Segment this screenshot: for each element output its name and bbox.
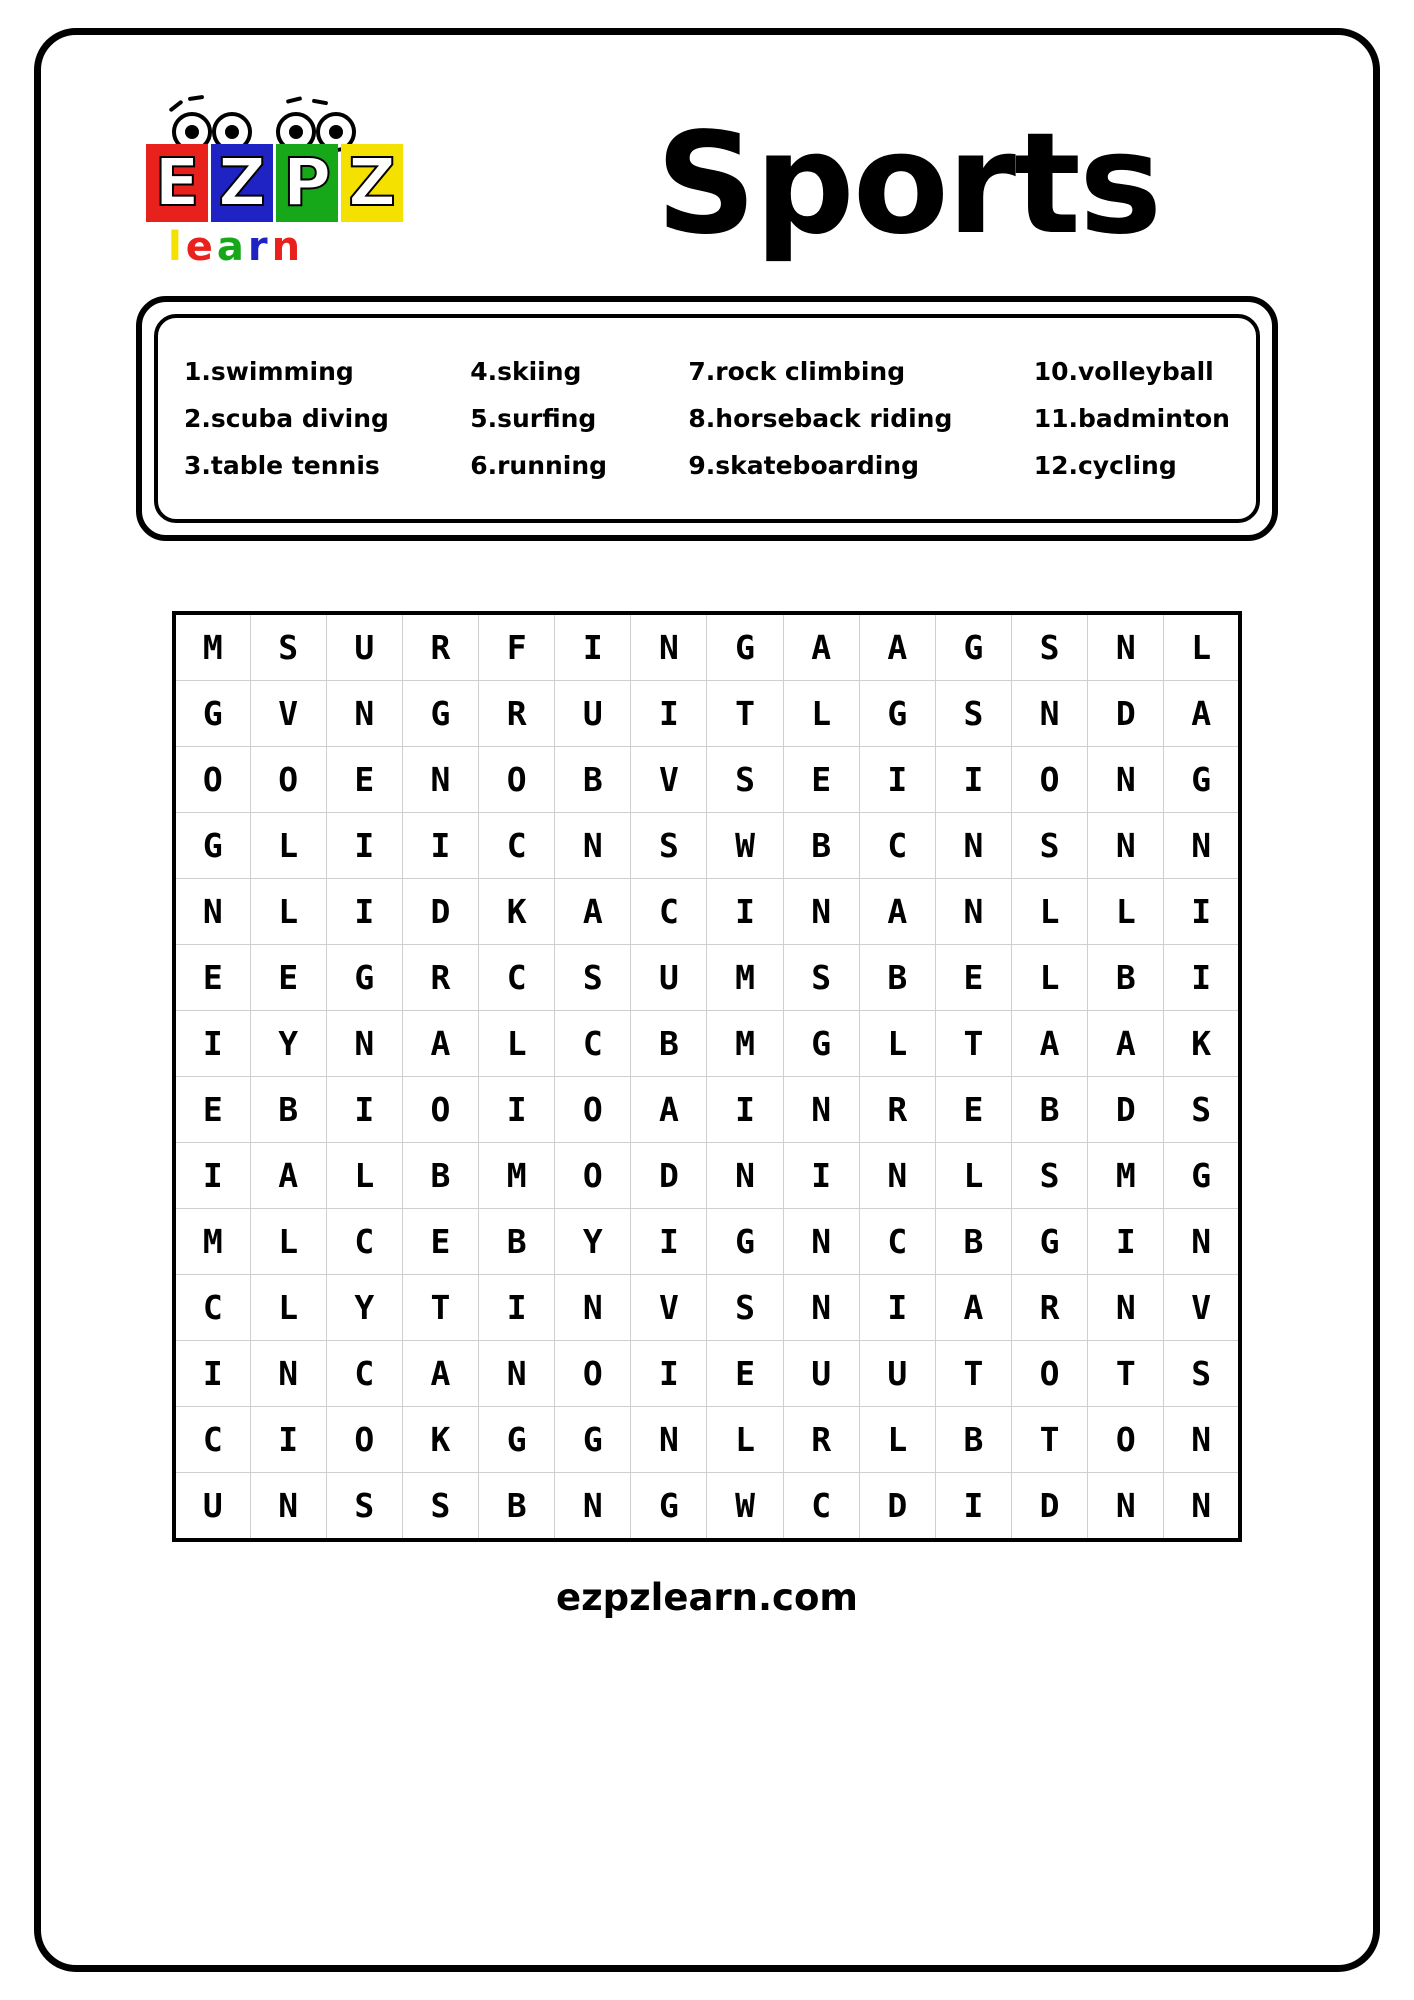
word-list-item: 10.volleyball [1033, 357, 1214, 386]
grid-cell[interactable]: S [631, 813, 707, 879]
grid-cell[interactable]: L [250, 813, 326, 879]
grid-cell[interactable]: R [402, 945, 478, 1011]
grid-cell[interactable]: L [1088, 879, 1164, 945]
grid-row [174, 945, 1240, 1011]
grid-cell[interactable]: O [1088, 1407, 1164, 1473]
grid-cell[interactable]: N [1088, 1473, 1164, 1541]
grid-cell[interactable]: D [1012, 1473, 1088, 1541]
grid-cell[interactable]: S [402, 1473, 478, 1541]
eyelash-icon [168, 99, 183, 112]
grid-cell[interactable]: L [783, 681, 859, 747]
grid-cell[interactable]: C [631, 879, 707, 945]
logo-subtext-letter: n [271, 224, 305, 270]
grid-cell[interactable]: I [479, 1275, 555, 1341]
grid-cell[interactable]: Y [250, 1011, 326, 1077]
grid-cell[interactable]: O [1012, 1341, 1088, 1407]
grid-cell[interactable]: L [479, 1011, 555, 1077]
grid-cell[interactable]: O [479, 747, 555, 813]
grid-cell[interactable]: G [174, 813, 250, 879]
grid-cell[interactable]: N [326, 1011, 402, 1077]
logo-subtext-letter: r [247, 224, 272, 270]
logo-subtext [168, 224, 304, 270]
grid-cell[interactable]: B [859, 945, 935, 1011]
grid-cell[interactable]: N [935, 879, 1011, 945]
logo-letter: E [154, 144, 200, 221]
grid-cell[interactable]: G [555, 1407, 631, 1473]
grid-cell[interactable]: N [783, 1275, 859, 1341]
grid-cell[interactable]: Y [555, 1209, 631, 1275]
grid-cell[interactable]: D [1088, 681, 1164, 747]
word-list-item: 7.rock climbing [688, 357, 906, 386]
grid-cell[interactable]: W [707, 1473, 783, 1541]
grid-cell[interactable]: O [555, 1143, 631, 1209]
grid-cell[interactable]: V [631, 747, 707, 813]
grid-cell[interactable]: E [174, 945, 250, 1011]
grid-cell[interactable]: N [1088, 813, 1164, 879]
grid-cell[interactable]: O [174, 747, 250, 813]
grid-cell[interactable]: N [1164, 813, 1240, 879]
logo-subtext-letter: e [185, 224, 217, 270]
word-search-grid [172, 611, 1242, 1542]
grid-cell[interactable]: B [479, 1473, 555, 1541]
grid-cell[interactable]: D [1088, 1077, 1164, 1143]
grid-cell[interactable]: C [326, 1209, 402, 1275]
grid-cell[interactable]: A [935, 1275, 1011, 1341]
grid-cell[interactable]: G [1164, 747, 1240, 813]
grid-cell[interactable]: C [859, 1209, 935, 1275]
grid-cell[interactable]: F [479, 613, 555, 681]
grid-cell[interactable]: A [1088, 1011, 1164, 1077]
grid-cell[interactable]: I [707, 1077, 783, 1143]
grid-row [174, 681, 1240, 747]
word-list-item: 12.cycling [1033, 451, 1177, 480]
grid-cell[interactable]: I [402, 813, 478, 879]
grid-cell[interactable]: K [1164, 1011, 1240, 1077]
grid-cell[interactable]: N [174, 879, 250, 945]
word-list-inner [154, 314, 1260, 523]
grid-cell[interactable]: N [1088, 747, 1164, 813]
logo-letter-block [211, 144, 273, 222]
word-list-item: 9.skateboarding [688, 451, 919, 480]
grid-cell[interactable]: N [1012, 681, 1088, 747]
grid-cell[interactable]: O [326, 1407, 402, 1473]
grid-cell[interactable]: G [707, 613, 783, 681]
grid-cell[interactable]: T [935, 1011, 1011, 1077]
grid-cell[interactable]: G [1012, 1209, 1088, 1275]
grid-cell[interactable]: S [783, 945, 859, 1011]
word-list-item: 11.badminton [1033, 404, 1230, 433]
logo-letter: Z [218, 144, 266, 221]
grid-cell[interactable]: S [1164, 1341, 1240, 1407]
grid-cell[interactable]: O [555, 1077, 631, 1143]
grid-row [174, 1473, 1240, 1541]
grid-cell[interactable]: B [555, 747, 631, 813]
grid-cell[interactable]: C [479, 813, 555, 879]
grid-cell[interactable]: N [631, 613, 707, 681]
grid-cell[interactable]: N [250, 1473, 326, 1541]
grid-cell[interactable]: L [859, 1011, 935, 1077]
grid-cell[interactable]: G [707, 1209, 783, 1275]
logo-subtext-letter: l [168, 224, 186, 270]
grid-cell[interactable]: L [1164, 613, 1240, 681]
grid-cell[interactable]: N [1088, 613, 1164, 681]
grid-cell[interactable]: V [1164, 1275, 1240, 1341]
grid-cell[interactable]: I [631, 1341, 707, 1407]
grid-cell[interactable]: U [326, 613, 402, 681]
grid-cell[interactable]: C [555, 1011, 631, 1077]
grid-cell[interactable]: G [1164, 1143, 1240, 1209]
grid-cell[interactable]: C [783, 1473, 859, 1541]
grid-cell[interactable]: I [174, 1011, 250, 1077]
grid-cell[interactable]: N [250, 1341, 326, 1407]
grid-cell[interactable]: V [631, 1275, 707, 1341]
grid-cell[interactable]: I [326, 813, 402, 879]
eyelash-icon [312, 99, 328, 106]
grid-cell[interactable]: T [402, 1275, 478, 1341]
grid-cell[interactable]: N [783, 1077, 859, 1143]
word-list-column [1034, 348, 1230, 489]
grid-cell[interactable]: E [935, 945, 1011, 1011]
word-list-column [184, 348, 389, 489]
logo-subtext-letter: a [216, 224, 248, 270]
grid-cell[interactable]: I [631, 681, 707, 747]
grid-cell[interactable]: N [1164, 1473, 1240, 1541]
grid-cell[interactable]: N [783, 879, 859, 945]
grid-cell[interactable]: N [1164, 1407, 1240, 1473]
grid-cell[interactable]: N [859, 1143, 935, 1209]
grid-cell[interactable]: O [250, 747, 326, 813]
grid-row [174, 747, 1240, 813]
grid-cell[interactable]: M [1088, 1143, 1164, 1209]
grid-cell[interactable]: N [783, 1209, 859, 1275]
grid-cell[interactable]: S [555, 945, 631, 1011]
logo-letter-block [146, 144, 208, 222]
grid-row [174, 1143, 1240, 1209]
grid-cell[interactable]: B [479, 1209, 555, 1275]
word-list-item: 2.scuba diving [184, 404, 389, 433]
grid-cell[interactable]: N [402, 747, 478, 813]
grid-cell[interactable]: L [326, 1143, 402, 1209]
eyelash-icon [286, 96, 302, 104]
grid-cell[interactable]: R [479, 681, 555, 747]
word-list-item: 4.skiing [470, 357, 582, 386]
word-list-columns [184, 348, 1230, 489]
grid-cell[interactable]: U [174, 1473, 250, 1541]
grid-row [174, 1011, 1240, 1077]
grid-row [174, 813, 1240, 879]
grid-cell[interactable]: U [859, 1341, 935, 1407]
grid-cell[interactable]: I [326, 1077, 402, 1143]
word-list-item: 8.horseback riding [688, 404, 953, 433]
grid-cell[interactable]: N [326, 681, 402, 747]
grid-cell[interactable]: S [935, 681, 1011, 747]
grid-cell[interactable]: M [174, 613, 250, 681]
grid-cell[interactable]: C [479, 945, 555, 1011]
grid-cell[interactable]: I [174, 1143, 250, 1209]
grid-cell[interactable]: I [783, 1143, 859, 1209]
grid-cell[interactable]: O [555, 1341, 631, 1407]
grid-cell[interactable]: S [1164, 1077, 1240, 1143]
grid-cell[interactable]: N [1088, 1275, 1164, 1341]
grid-cell[interactable]: S [250, 613, 326, 681]
word-list-column [688, 348, 952, 489]
grid-cell[interactable]: R [783, 1407, 859, 1473]
grid-cell[interactable]: R [402, 613, 478, 681]
page-header [88, 64, 1326, 284]
word-list-item: 5.surfing [470, 404, 597, 433]
grid-cell[interactable]: M [174, 1209, 250, 1275]
grid-cell[interactable]: L [250, 879, 326, 945]
grid-cell[interactable]: T [1088, 1341, 1164, 1407]
word-list-panel [136, 296, 1278, 541]
grid-cell[interactable]: G [783, 1011, 859, 1077]
grid-cell[interactable]: E [935, 1077, 1011, 1143]
grid-cell[interactable]: A [783, 613, 859, 681]
grid-cell[interactable]: L [250, 1209, 326, 1275]
word-search-grid-wrapper [172, 611, 1242, 1542]
grid-row [174, 1209, 1240, 1275]
grid-cell[interactable]: A [402, 1011, 478, 1077]
grid-cell[interactable]: G [402, 681, 478, 747]
grid-cell[interactable]: B [1012, 1077, 1088, 1143]
ezpzlearn-logo [146, 108, 446, 278]
grid-cell[interactable]: K [402, 1407, 478, 1473]
grid-cell[interactable]: C [174, 1407, 250, 1473]
grid-cell[interactable]: I [555, 613, 631, 681]
grid-cell[interactable]: O [402, 1077, 478, 1143]
grid-cell[interactable]: L [707, 1407, 783, 1473]
grid-cell[interactable]: K [479, 879, 555, 945]
grid-cell[interactable]: I [859, 1275, 935, 1341]
grid-cell[interactable]: E [402, 1209, 478, 1275]
page-content [28, 28, 1386, 1972]
grid-cell[interactable]: N [555, 1473, 631, 1541]
grid-cell[interactable]: D [402, 879, 478, 945]
grid-cell[interactable]: D [859, 1473, 935, 1541]
grid-cell[interactable]: I [1088, 1209, 1164, 1275]
word-list-column [470, 348, 607, 489]
grid-cell[interactable]: A [250, 1143, 326, 1209]
grid-cell[interactable]: I [935, 747, 1011, 813]
word-list-item: 6.running [470, 451, 608, 480]
grid-row [174, 1341, 1240, 1407]
grid-cell[interactable]: M [479, 1143, 555, 1209]
grid-cell[interactable]: A [1164, 681, 1240, 747]
logo-letter: P [282, 144, 332, 221]
grid-cell[interactable]: G [935, 613, 1011, 681]
grid-cell[interactable]: I [326, 879, 402, 945]
grid-cell[interactable]: O [1012, 747, 1088, 813]
grid-cell[interactable]: I [479, 1077, 555, 1143]
footer-website: ezpzlearn.com [556, 1576, 858, 1619]
grid-cell[interactable]: B [631, 1011, 707, 1077]
grid-cell[interactable]: S [326, 1473, 402, 1541]
grid-cell[interactable]: R [859, 1077, 935, 1143]
grid-cell[interactable]: I [935, 1473, 1011, 1541]
grid-cell[interactable]: G [174, 681, 250, 747]
grid-cell[interactable]: T [935, 1341, 1011, 1407]
grid-cell[interactable]: A [402, 1341, 478, 1407]
grid-row [174, 1275, 1240, 1341]
grid-cell[interactable]: L [250, 1275, 326, 1341]
grid-cell[interactable]: S [1012, 613, 1088, 681]
grid-cell[interactable]: B [935, 1407, 1011, 1473]
grid-cell[interactable]: I [174, 1341, 250, 1407]
grid-cell[interactable]: L [1012, 879, 1088, 945]
grid-cell[interactable]: S [1012, 813, 1088, 879]
grid-cell[interactable]: N [479, 1341, 555, 1407]
grid-cell[interactable]: E [326, 747, 402, 813]
grid-cell[interactable]: U [631, 945, 707, 1011]
grid-cell[interactable]: N [631, 1407, 707, 1473]
grid-cell[interactable]: C [326, 1341, 402, 1407]
grid-cell[interactable]: B [1088, 945, 1164, 1011]
logo-letter-block [276, 144, 338, 222]
grid-row [174, 879, 1240, 945]
logo-letter: Z [348, 144, 396, 221]
grid-cell[interactable]: E [250, 945, 326, 1011]
grid-cell[interactable]: I [1164, 879, 1240, 945]
page-title: Sports [655, 103, 1161, 266]
logo-letter-block [341, 144, 403, 222]
grid-cell[interactable]: L [1012, 945, 1088, 1011]
grid-cell[interactable]: M [707, 945, 783, 1011]
grid-cell[interactable]: C [859, 813, 935, 879]
grid-cell[interactable]: B [250, 1077, 326, 1143]
grid-cell[interactable]: A [859, 613, 935, 681]
grid-cell[interactable]: I [631, 1209, 707, 1275]
grid-cell[interactable]: B [402, 1143, 478, 1209]
grid-cell[interactable]: N [707, 1143, 783, 1209]
grid-row [174, 1407, 1240, 1473]
grid-cell[interactable]: B [783, 813, 859, 879]
grid-row [174, 613, 1240, 681]
word-list-item: 1.swimming [184, 357, 354, 386]
grid-cell[interactable]: A [631, 1077, 707, 1143]
grid-cell[interactable]: E [783, 747, 859, 813]
grid-row [174, 1077, 1240, 1143]
word-list-item: 3.table tennis [184, 451, 380, 480]
grid-cell[interactable]: T [707, 681, 783, 747]
grid-cell[interactable]: Y [326, 1275, 402, 1341]
grid-cell[interactable]: V [250, 681, 326, 747]
grid-cell[interactable]: R [1012, 1275, 1088, 1341]
grid-cell[interactable]: A [555, 879, 631, 945]
grid-cell[interactable]: U [555, 681, 631, 747]
grid-cell[interactable]: G [859, 681, 935, 747]
grid-cell[interactable]: W [707, 813, 783, 879]
grid-cell[interactable]: T [1012, 1407, 1088, 1473]
grid-cell[interactable]: M [707, 1011, 783, 1077]
grid-cell[interactable]: S [707, 747, 783, 813]
grid-cell[interactable]: N [935, 813, 1011, 879]
grid-cell[interactable]: S [1012, 1143, 1088, 1209]
grid-cell[interactable]: N [555, 1275, 631, 1341]
grid-cell[interactable]: E [707, 1341, 783, 1407]
grid-cell[interactable]: U [783, 1341, 859, 1407]
grid-cell[interactable]: I [1164, 945, 1240, 1011]
grid-cell[interactable]: A [859, 879, 935, 945]
grid-cell[interactable]: N [555, 813, 631, 879]
grid-cell[interactable]: C [174, 1275, 250, 1341]
logo-wordmark [146, 144, 406, 222]
grid-cell[interactable]: S [707, 1275, 783, 1341]
grid-cell[interactable]: A [1012, 1011, 1088, 1077]
grid-cell[interactable]: L [935, 1143, 1011, 1209]
grid-cell[interactable]: I [250, 1407, 326, 1473]
grid-cell[interactable]: I [859, 747, 935, 813]
grid-cell[interactable]: N [1164, 1209, 1240, 1275]
grid-cell[interactable]: G [326, 945, 402, 1011]
grid-cell[interactable]: E [174, 1077, 250, 1143]
grid-cell[interactable]: D [631, 1143, 707, 1209]
grid-cell[interactable]: G [631, 1473, 707, 1541]
grid-cell[interactable]: L [859, 1407, 935, 1473]
grid-cell[interactable]: G [479, 1407, 555, 1473]
grid-cell[interactable]: B [935, 1209, 1011, 1275]
eyelash-icon [188, 95, 204, 101]
grid-cell[interactable]: I [707, 879, 783, 945]
